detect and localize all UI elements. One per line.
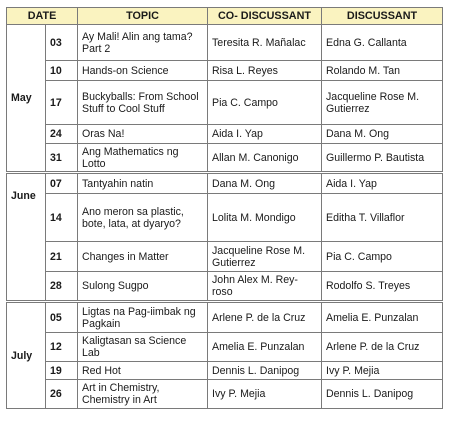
day-cell: 26	[46, 380, 78, 409]
table-row	[7, 25, 443, 61]
topic-cell: Changes in Matter	[78, 242, 208, 272]
discussant-cell: Jacqueline Rose M. Gutierrez	[322, 81, 443, 125]
day-cell: 28	[46, 272, 78, 302]
day-cell: 24	[46, 125, 78, 144]
table-row	[7, 173, 443, 194]
day-cell: 31	[46, 144, 78, 173]
header-topic: TOPIC	[78, 8, 208, 25]
co-discussant-cell: Pia C. Campo	[208, 81, 322, 125]
co-discussant-cell: Arlene P. de la Cruz	[208, 302, 322, 333]
discussant-cell: Rolando M. Tan	[322, 61, 443, 81]
co-discussant-cell: Allan M. Canonigo	[208, 144, 322, 173]
discussant-cell: Guillermo P. Bautista	[322, 144, 443, 173]
month-group-may	[7, 25, 443, 173]
co-discussant-cell: John Alex M. Rey-roso	[208, 272, 322, 302]
header-row	[7, 8, 443, 25]
table-row	[7, 362, 443, 380]
co-discussant-cell: Ivy P. Mejia	[208, 380, 322, 409]
schedule-table	[6, 7, 443, 409]
co-discussant-cell: Jacqueline Rose M. Gutierrez	[208, 242, 322, 272]
co-discussant-cell: Teresita R. Mañalac	[208, 25, 322, 61]
topic-cell: Ay Mali! Alin ang tama? Part 2	[78, 25, 208, 61]
header-date: DATE	[7, 8, 78, 25]
topic-cell: Art in Chemistry, Chemistry in Art	[78, 380, 208, 409]
month-label: July	[7, 302, 46, 409]
topic-cell: Ligtas na Pag-iimbak ng Pagkain	[78, 302, 208, 333]
topic-cell: Red Hot	[78, 362, 208, 380]
discussant-cell: Arlene P. de la Cruz	[322, 333, 443, 362]
table-row	[7, 81, 443, 125]
discussant-cell: Dana M. Ong	[322, 125, 443, 144]
co-discussant-cell: Aida I. Yap	[208, 125, 322, 144]
day-cell: 03	[46, 25, 78, 61]
day-cell: 17	[46, 81, 78, 125]
month-group-june	[7, 173, 443, 302]
day-cell: 05	[46, 302, 78, 333]
header-co-discussant: CO- DISCUSSANT	[208, 8, 322, 25]
table-row	[7, 380, 443, 409]
table-row	[7, 302, 443, 333]
table-row	[7, 194, 443, 242]
month-group-july	[7, 302, 443, 409]
table-row	[7, 61, 443, 81]
discussant-cell: Aida I. Yap	[322, 173, 443, 194]
co-discussant-cell: Dana M. Ong	[208, 173, 322, 194]
month-label: May	[7, 25, 46, 173]
table-row	[7, 272, 443, 302]
discussant-cell: Amelia E. Punzalan	[322, 302, 443, 333]
table-row	[7, 144, 443, 173]
day-cell: 10	[46, 61, 78, 81]
day-cell: 14	[46, 194, 78, 242]
discussant-cell: Ivy P. Mejia	[322, 362, 443, 380]
topic-cell: Ang Mathematics ng Lotto	[78, 144, 208, 173]
day-cell: 21	[46, 242, 78, 272]
topic-cell: Tantyahin natin	[78, 173, 208, 194]
day-cell: 19	[46, 362, 78, 380]
topic-cell: Hands-on Science	[78, 61, 208, 81]
topic-cell: Oras Na!	[78, 125, 208, 144]
header-discussant: DISCUSSANT	[322, 8, 443, 25]
discussant-cell: Editha T. Villaflor	[322, 194, 443, 242]
discussant-cell: Edna G. Callanta	[322, 25, 443, 61]
topic-cell: Kaligtasan sa Science Lab	[78, 333, 208, 362]
table-row	[7, 125, 443, 144]
table-row	[7, 242, 443, 272]
discussant-cell: Pia C. Campo	[322, 242, 443, 272]
co-discussant-cell: Risa L. Reyes	[208, 61, 322, 81]
day-cell: 12	[46, 333, 78, 362]
discussant-cell: Rodolfo S. Treyes	[322, 272, 443, 302]
co-discussant-cell: Amelia E. Punzalan	[208, 333, 322, 362]
month-label: June	[7, 173, 46, 302]
topic-cell: Buckyballs: From School Stuff to Cool Stuff	[78, 81, 208, 125]
table-row	[7, 333, 443, 362]
day-cell: 07	[46, 173, 78, 194]
topic-cell: Sulong Sugpo	[78, 272, 208, 302]
topic-cell: Ano meron sa plastic, bote, lata, at dyaryo?	[78, 194, 208, 242]
discussant-cell: Dennis L. Danipog	[322, 380, 443, 409]
co-discussant-cell: Dennis L. Danipog	[208, 362, 322, 380]
co-discussant-cell: Lolita M. Mondigo	[208, 194, 322, 242]
